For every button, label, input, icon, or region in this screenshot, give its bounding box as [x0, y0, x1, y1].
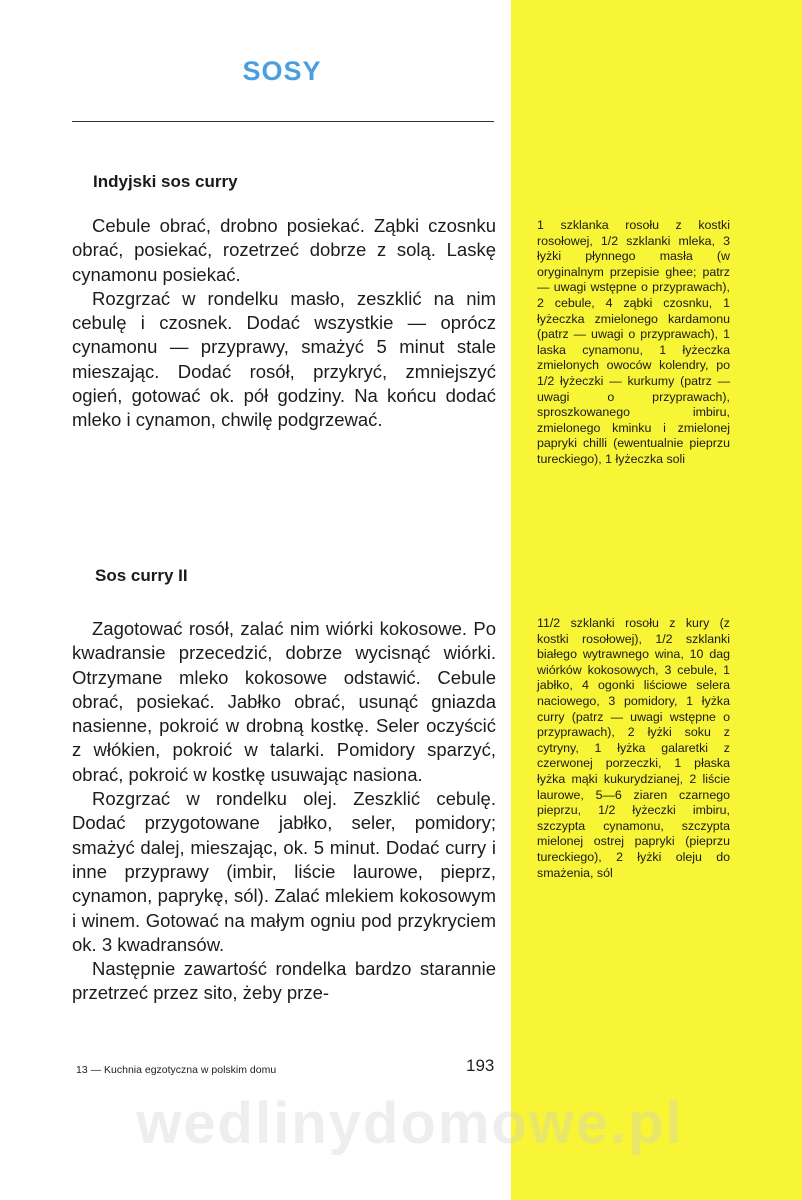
ingredients-sidebar-background	[511, 0, 802, 1200]
title-divider	[72, 121, 494, 122]
footer-chapter-note: 13 — Kuchnia egzotyczna w polskim domu	[76, 1064, 277, 1076]
instruction-paragraph: Rozgrzać w rondelku olej. Zeszklić cebulę. Dodać przygotowane jabłko, seler, pomidory; smażyć dalej, mieszając, ok. 5 minut. Dodać curry i inne przyprawy (imbir, liście laurowe, pieprz, cynamon, paprykę, sól). Zalać mlekiem kokosowym i winem. Gotować na małym ogniu pod przykryciem ok. 3 kwadransów.	[72, 788, 496, 955]
watermark: wedlinydomowe.pl	[136, 1091, 684, 1156]
chapter-title: SOSY	[242, 56, 322, 86]
instruction-paragraph: Cebule obrać, drobno posiekać. Ząbki czosnku obrać, posiekać, rozetrzeć dobrze z solą. Laskę cynamonu posiekać.	[72, 215, 496, 285]
instruction-paragraph: Następnie zawartość rondelka bardzo starannie przetrzeć przez sito, żeby prze-	[72, 958, 496, 1004]
recipe-title-indyjski-sos-curry: Indyjski sos curry	[93, 172, 238, 191]
ingredients-list-2: 11/2 szklanki rosołu z kury (z kostki rosołowej), 1/2 szklanki białego wytrawnego wina, 10 dag wiórków kokosowych, 3 cebule, 1 jabłko, 4 ogonki liściowe selera naciowego, 3 pomidory, 1 łyżka curry (patrz — uwagi wstępne o przyprawach), 2 łyżki soku z cytryny, 1 łyżka galaretki z czerwonej porzeczki, 1 płaska łyżka mąki kukurydzianej, 2 liście laurowe, 5—6 ziaren czarnego pieprzu, 1/2 łyżeczki imbiru, szczypta cynamonu, szczypta mielonej ostrej papryki (pieprzu tureckiego), 2 łyżki oleju do smażenia, sól	[537, 616, 730, 880]
recipe-title-sos-curry-ii: Sos curry II	[95, 566, 188, 585]
instruction-paragraph: Rozgrzać w rondelku masło, zeszklić na nim cebulę i czosnek. Dodać wszystkie — oprócz cynamonu — przyprawy, smażyć 5 minut stale mieszając. Dodać rosół, przykryć, zmniejszyć ogień, gotować ok. pół godziny. Na końcu dodać mleko i cynamon, chwilę podgrzewać.	[72, 287, 496, 431]
instruction-paragraph: Zagotować rosół, zalać nim wiórki kokosowe. Po kwadransie przecedzić, dobrze wycisnąć wiórki. Otrzymane mleko kokosowe odstawić. Cebule obrać, posiekać. Jabłko obrać, usunąć gniazda nasienne, pokroić w drobną kostkę. Seler oczyścić z włókien, pokroić w talarki. Pomidory sparzyć, obrać, pokroić w kostkę usuwając nasiona.	[72, 618, 496, 785]
recipe-instructions-2	[72, 617, 496, 1006]
ingredients-list-1: 1 szklanka rosołu z kostki rosołowej, 1/2 szklanki mleka, 3 łyżki płynnego masła (w oryginalnym przepisie ghee; patrz — uwagi wstępne o przyprawach), 2 cebule, 4 ząbki czosnku, 1 łyżeczka zmielonego kardamonu (patrz — uwagi o przyprawach), 1 laska cynamonu, 1 łyżeczka zmielonych owoców kolendry, po 1/2 łyżeczki — kurkumy (patrz — uwagi o przyprawach), sproszkowanego imbiru, zmielonego kminku i zmielonej papryki chilli (ewentualnie pieprzu tureckiego), 1 łyżeczka soli	[537, 218, 730, 466]
page-number: 193	[466, 1056, 495, 1075]
recipe-instructions-1	[72, 214, 496, 433]
